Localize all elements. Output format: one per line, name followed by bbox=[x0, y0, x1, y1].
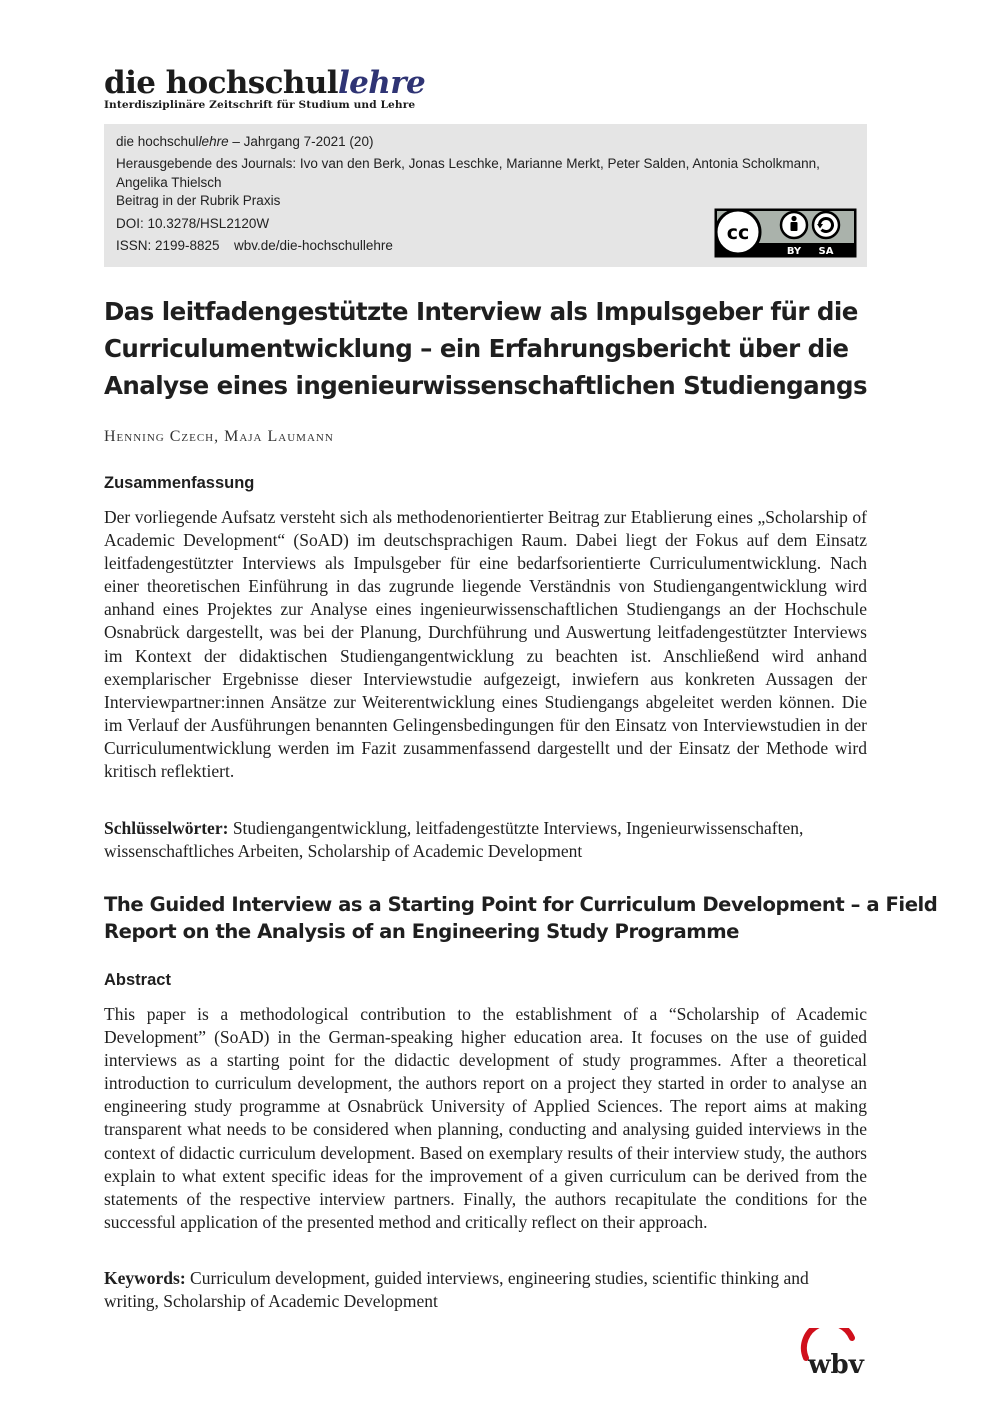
rubric: Beitrag in der Rubrik Praxis bbox=[116, 193, 281, 208]
english-title-line: Report on the Analysis of an Engineering Study Programme bbox=[104, 919, 739, 943]
summary-heading: Zusammenfassung bbox=[104, 474, 255, 492]
sa-label: SA bbox=[818, 246, 834, 257]
editors-line-1: Herausgebende des Journals: Ivo van den Berk, Jonas Leschke, Marianne Merkt, Peter Salden, Antonia Scholkmann, bbox=[116, 156, 820, 171]
keywords-en-text: Curriculum development, guided interviews, engineering studies, scientific thinking and writing, Scholarship of Academic Development bbox=[104, 1268, 809, 1312]
english-title bbox=[104, 892, 938, 945]
cc-icon: cc bbox=[726, 222, 750, 244]
journal-issue: die hochschullehre – Jahrgang 7-2021 (20) bbox=[116, 134, 374, 149]
title-line: Das leitfadengestützte Interview als Impulsgeber für die bbox=[104, 297, 858, 326]
logo-italic-text: lehre bbox=[337, 65, 426, 101]
logo-main-text: die hochschul bbox=[104, 65, 338, 101]
journal-subtitle: Interdisziplinäre Zeitschrift für Studium und Lehre bbox=[104, 99, 416, 111]
cc-by-sa-license-icon[interactable] bbox=[714, 208, 857, 258]
title-line: Analyse eines ingenieurwissenschaftlichen Studiengangs bbox=[104, 371, 867, 400]
sa-share-alike-icon bbox=[813, 212, 839, 238]
doi[interactable]: DOI: 10.3278/HSL2120W bbox=[116, 216, 270, 231]
article-title bbox=[104, 293, 884, 404]
wbv-publisher-logo bbox=[796, 1328, 868, 1378]
wbv-text: wbv bbox=[808, 1350, 864, 1378]
summary-text: Der vorliegende Aufsatz versteht sich als methodenorientierter Beitrag zur Etablierung eines „Scholarship of Academic Development“ (SoAD) im deutschsprachigen Raum. Dabei liegt der Fokus auf dem Einsatz leitfadengestützter Interviews als Impulsgeber für eine bedarfsorientierte Curriculumentwicklung. Nach einer theoretischen Einführung in das zugrunde liegende Verständnis von Studiengangentwicklung wird anhand eines Projektes zur Analyse eines ingenieurwissenschaftlichen Studiengangs an der Hochschule Osnabrück dargestellt, was bei der Planung, Durchführung und Auswertung leitfadengestützter Interviews im Kontext der didaktischen Studiengangentwicklung zu beachten ist. Anschließend wird anhand exemplarischer Ergebnisse dieser Interviewstudie aufgezeigt, inwiefern aus konkreten Aussagen der Interviewpartner:innen Ansätze zur Weiterentwicklung eines Studiengangs abgeleitet werden können. Die im Verlauf der Ausführungen benannten Gelingensbedingungen für den Einsatz von Interviewstudien in der Curriculumentwicklung werden im Fazit zusammenfassend dargestellt und der Einsatz der Methode wird kritisch reflektiert. bbox=[104, 507, 867, 782]
keywords-de-text: Studiengangentwicklung, leitfadengestützte Interviews, Ingenieurwissenschaften, wissenschaftliches Arbeiten, Scholarship of Academic Development bbox=[104, 818, 804, 862]
keywords-de-label: Schlüsselwörter: bbox=[104, 818, 229, 838]
journal-logo bbox=[104, 66, 425, 100]
article-authors: Henning Czech, Maja Laumann bbox=[104, 428, 334, 445]
abstract-heading: Abstract bbox=[104, 971, 171, 989]
by-label: BY bbox=[786, 246, 802, 257]
abstract-text: This paper is a methodological contribution to the establishment of a “Scholarship of Academic Development” (SoAD) in the German-speaking higher education area. It focuses on the use of guided interviews as a starting point for the didactic development of study programmes. After a theoretical introduction to curriculum development, the authors report on a project they started in order to analyse an engineering study programme at Osnabrück University of Applied Sciences. The report aims at making transparent what needs to be considered when planning, conducting and analysing guided interviews in the context of didactic curriculum development. Based on exemplary results of their interview study, the authors explain to what extent specific ideas for the improvement of a given curriculum can be derived from the statements of the respective interview partners. Finally, the authors recapitulate the conditions for the successful application of the presented method and critically reflect on their approach. bbox=[104, 1004, 867, 1232]
issn: ISSN: 2199-8825 bbox=[116, 238, 220, 253]
keywords-en bbox=[104, 1267, 867, 1313]
english-title-line: The Guided Interview as a Starting Point for Curriculum Development – a Field bbox=[104, 893, 938, 916]
editors-line-2: Angelika Thielsch bbox=[116, 175, 222, 190]
keywords-en-label: Keywords: bbox=[104, 1268, 186, 1288]
title-line: Curriculumentwicklung – ein Erfahrungsbericht über die bbox=[104, 334, 849, 363]
keywords-de bbox=[104, 817, 867, 863]
journal-website-link[interactable]: wbv.de/die-hochschullehre bbox=[234, 238, 393, 253]
